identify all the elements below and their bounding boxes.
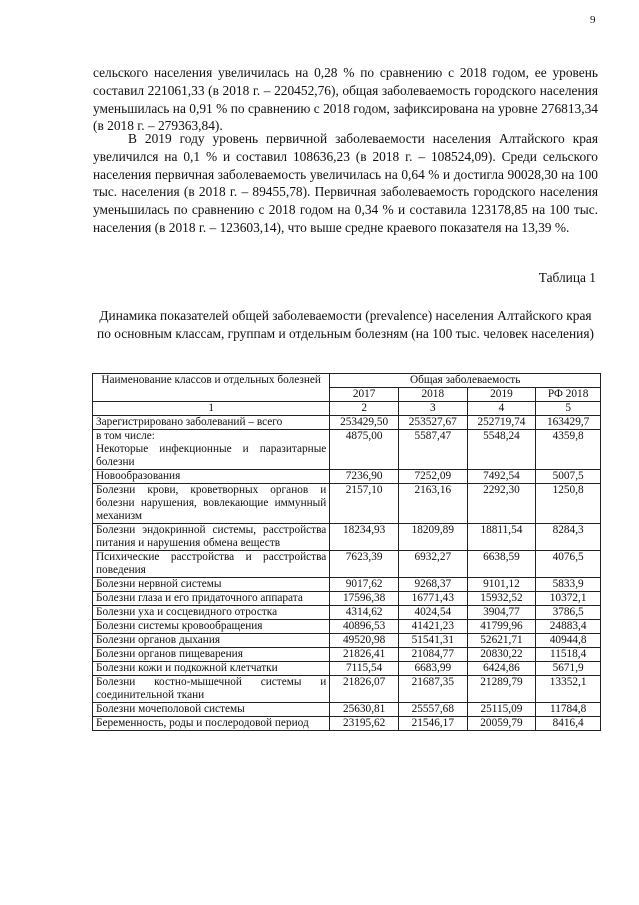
value-cell: 4024,54	[398, 606, 467, 620]
value-cell: 21687,35	[398, 676, 467, 703]
value-cell: 163429,7	[536, 416, 601, 430]
disease-name-cell: Беременность, роды и послеродовой период	[93, 717, 330, 731]
value-cell: 24883,4	[536, 620, 601, 634]
value-cell: 4875,00	[330, 430, 399, 470]
table-row	[93, 606, 601, 620]
value-cell: 23195,62	[330, 717, 399, 731]
disease-name-cell: Болезни костно-мышечной системы и соединительной ткани	[93, 676, 330, 703]
value-cell: 6638,59	[467, 551, 536, 578]
value-cell: 7115,54	[330, 662, 399, 676]
value-cell: 5587,47	[398, 430, 467, 470]
table-row	[93, 524, 601, 551]
value-cell: 6683,99	[398, 662, 467, 676]
value-cell: 2163,16	[398, 484, 467, 524]
column-number: 1	[93, 402, 330, 416]
table-label: Таблица 1	[538, 270, 596, 285]
value-cell: 8284,3	[536, 524, 601, 551]
table-row	[93, 484, 601, 524]
value-cell: 18811,54	[467, 524, 536, 551]
value-cell: 25630,81	[330, 703, 399, 717]
disease-name-cell: Болезни нервной системы	[93, 578, 330, 592]
value-cell: 13352,1	[536, 676, 601, 703]
value-cell: 51541,31	[398, 634, 467, 648]
value-cell: 9017,62	[330, 578, 399, 592]
table-row	[93, 620, 601, 634]
value-cell: 6932,27	[398, 551, 467, 578]
prevalence-table	[92, 373, 601, 731]
value-cell: 40896,53	[330, 620, 399, 634]
column-number: 4	[467, 402, 536, 416]
value-cell: 20830,22	[467, 648, 536, 662]
value-cell: 253527,67	[398, 416, 467, 430]
disease-name-cell: Болезни глаза и его придаточного аппарата	[93, 592, 330, 606]
value-cell: 20059,79	[467, 717, 536, 731]
value-cell: 6424,86	[467, 662, 536, 676]
disease-name-cell: Болезни мочеполовой системы	[93, 703, 330, 717]
table-row	[93, 676, 601, 703]
header-prevalence-group: Общая заболеваемость	[330, 374, 601, 388]
value-cell: 9101,12	[467, 578, 536, 592]
value-cell: 7236,90	[330, 470, 399, 484]
value-cell: 9268,37	[398, 578, 467, 592]
paragraph-primary-morbidity: В 2019 году уровень первичной заболеваемости населения Алтайского края увеличился на 0,1 % и составил 108636,23 (в 2018 г. – 108524,09). Среди сельского населения первичная заболеваемость увеличилась на 0,64 % и достигла 90028,30 на 100 тыс. населения (в 2018 г. – 89455,78). Первичная заболеваемость городского населения уменьшилась по сравнению с 2018 годом на 0,34 % и составила 123178,85 на 100 тыс. населения (в 2018 г. – 123603,14), что выше средне краевого показателя на 13,39 %.	[93, 131, 598, 235]
disease-name-cell: в том числе: Некоторые инфекционные и паразитарные болезни	[93, 430, 330, 470]
value-cell: 5548,24	[467, 430, 536, 470]
table-row	[93, 634, 601, 648]
table-column-numbers-row	[93, 402, 601, 416]
header-year: 2017	[330, 388, 399, 402]
value-cell: 3786,5	[536, 606, 601, 620]
value-cell: 4359,8	[536, 430, 601, 470]
value-cell: 41799,96	[467, 620, 536, 634]
column-number: 3	[398, 402, 467, 416]
value-cell: 8416,4	[536, 717, 601, 731]
table-row	[93, 430, 601, 470]
table-row	[93, 578, 601, 592]
disease-name-cell: Болезни системы кровообращения	[93, 620, 330, 634]
value-cell: 7623,39	[330, 551, 399, 578]
value-cell: 21289,79	[467, 676, 536, 703]
table-caption: Динамика показателей общей заболеваемости (prevalence) населения Алтайского края по основным классам, группам и отдельным болезням (на 100 тыс. человек населения)	[97, 308, 594, 341]
disease-name-cell: Болезни эндокринной системы, расстройства питания и нарушения обмена веществ	[93, 524, 330, 551]
disease-name-cell: Зарегистрировано заболеваний – всего	[93, 416, 330, 430]
value-cell: 18234,93	[330, 524, 399, 551]
value-cell: 40944,8	[536, 634, 601, 648]
value-cell: 15932,52	[467, 592, 536, 606]
value-cell: 11518,4	[536, 648, 601, 662]
table-row	[93, 703, 601, 717]
value-cell: 25115,09	[467, 703, 536, 717]
disease-name-cell: Болезни уха и сосцевидного отростка	[93, 606, 330, 620]
value-cell: 5007,5	[536, 470, 601, 484]
header-disease-name: Наименование классов и отдельных болезней	[93, 374, 330, 402]
value-cell: 2292,30	[467, 484, 536, 524]
value-cell: 5671,9	[536, 662, 601, 676]
table-row	[93, 592, 601, 606]
value-cell: 25557,68	[398, 703, 467, 717]
value-cell: 16771,43	[398, 592, 467, 606]
column-number: 5	[536, 402, 601, 416]
table-row	[93, 551, 601, 578]
value-cell: 3904,77	[467, 606, 536, 620]
value-cell: 5833,9	[536, 578, 601, 592]
value-cell: 21826,41	[330, 648, 399, 662]
value-cell: 1250,8	[536, 484, 601, 524]
value-cell: 41421,23	[398, 620, 467, 634]
value-cell: 4314,62	[330, 606, 399, 620]
value-cell: 17596,38	[330, 592, 399, 606]
disease-name-cell: Психические расстройства и расстройства поведения	[93, 551, 330, 578]
value-cell: 52621,71	[467, 634, 536, 648]
value-cell: 252719,74	[467, 416, 536, 430]
page-number: 9	[590, 14, 596, 26]
table-header-row	[93, 374, 601, 388]
value-cell: 7492,54	[467, 470, 536, 484]
paragraph-rural-urban-prevalence: сельского населения увеличилась на 0,28 % по сравнению с 2018 годом, ее уровень составил 221061,33 (в 2018 г. – 220452,76), общая заболеваемость городского населения уменьшилась на 0,91 % по сравнению с 2018 годом, зафиксирована на уровне 276813,34 (в 2018 г. – 279363,84).	[93, 65, 598, 134]
disease-name-cell: Болезни крови, кроветворных органов и болезни нарушения, вовлекающие иммунный механизм	[93, 484, 330, 524]
value-cell: 2157,10	[330, 484, 399, 524]
value-cell: 49520,98	[330, 634, 399, 648]
value-cell: 21546,17	[398, 717, 467, 731]
header-year: РФ 2018	[536, 388, 601, 402]
header-year: 2019	[467, 388, 536, 402]
disease-name-cell: Новообразования	[93, 470, 330, 484]
table-row	[93, 717, 601, 731]
table-row	[93, 662, 601, 676]
disease-name-cell: Болезни кожи и подкожной клетчатки	[93, 662, 330, 676]
table-row	[93, 648, 601, 662]
value-cell: 7252,09	[398, 470, 467, 484]
value-cell: 4076,5	[536, 551, 601, 578]
value-cell: 11784,8	[536, 703, 601, 717]
value-cell: 10372,1	[536, 592, 601, 606]
disease-name-cell: Болезни органов пищеварения	[93, 648, 330, 662]
header-year: 2018	[398, 388, 467, 402]
value-cell: 21826,07	[330, 676, 399, 703]
column-number: 2	[330, 402, 399, 416]
table-row	[93, 416, 601, 430]
value-cell: 21084,77	[398, 648, 467, 662]
table-row	[93, 470, 601, 484]
value-cell: 253429,50	[330, 416, 399, 430]
disease-name-cell: Болезни органов дыхания	[93, 634, 330, 648]
value-cell: 18209,89	[398, 524, 467, 551]
